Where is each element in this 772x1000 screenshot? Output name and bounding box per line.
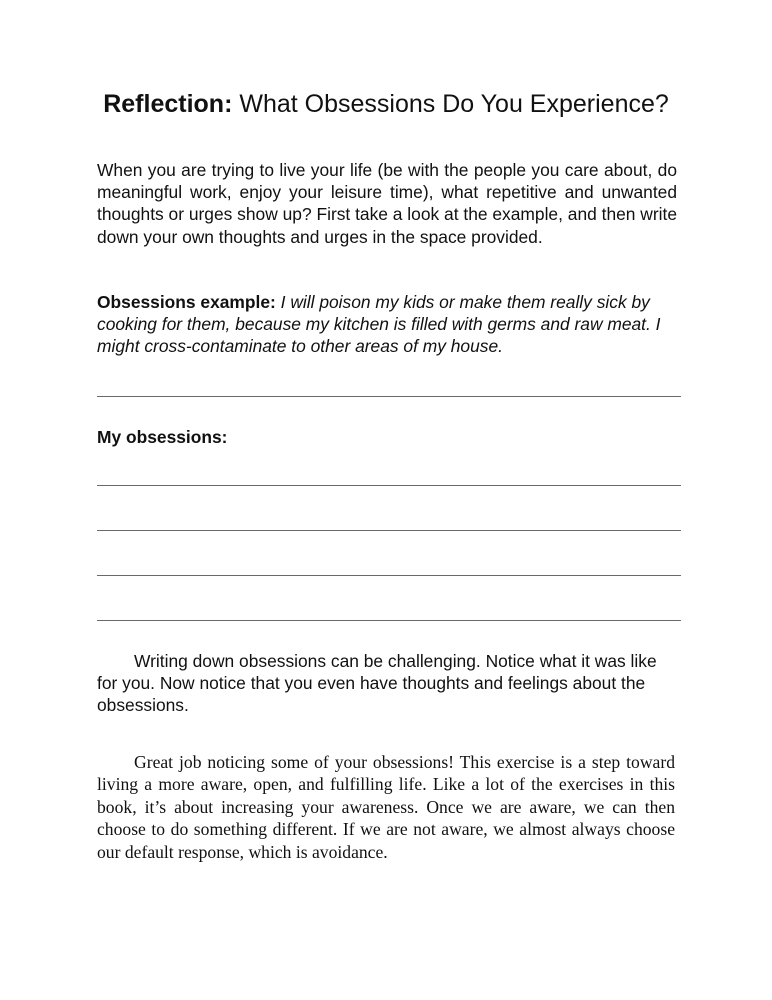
title-rest: What Obsessions Do You Experience? [239, 90, 669, 118]
writing-line[interactable] [97, 620, 681, 621]
my-obsessions-label: My obsessions: [97, 427, 228, 447]
closing-paragraph: Great job noticing some of your obsessions! This exercise is a step toward living a more aware, open, and fulfilling life. Like a lot of the exercises in this book, it’s about increasing your awareness. Once we are aware, we can then choose to do something different. If we are not aware, we almost always choose our default response, which is avoidance. [97, 752, 675, 862]
divider-line [97, 396, 681, 397]
writing-line[interactable] [97, 575, 681, 576]
writing-line[interactable] [97, 530, 681, 531]
reflection-paragraph: Writing down obsessions can be challenging. Notice what it was like for you. Now notice that you even have thoughts and feelings about the obsessions. [97, 651, 657, 716]
example-text: I will poison my kids or make them really sick by cooking for them, because my kitchen is filled with germs and raw meat. I might cross-contaminate to other areas of my house. [97, 292, 661, 357]
writing-line[interactable] [97, 485, 681, 486]
example-paragraph [97, 291, 677, 358]
example-label: Obsessions example: [97, 292, 276, 312]
intro-paragraph: When you are trying to live your life (be with the people you care about, do meaningful work, enjoy your leisure time), what repetitive and unwanted thoughts or urges show up? First take a look at the example, and then write down your own thoughts and urges in the space provided. [97, 160, 678, 247]
title-bold: Reflection: [103, 90, 233, 118]
page-title [96, 88, 676, 120]
